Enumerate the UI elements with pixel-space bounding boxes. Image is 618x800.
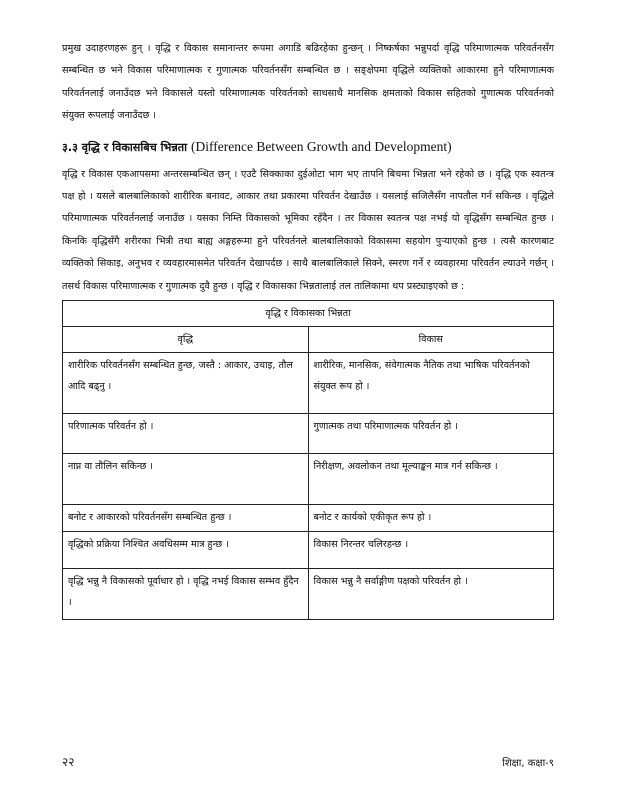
section-heading-english: (Difference Between Growth and Development): [190, 138, 452, 154]
section-heading-nepali: ३.३ वृद्धि र विकासबिच भिन्नता: [62, 140, 188, 154]
table-cell-growth: शारीरिक परिवर्तनसँग सम्बन्धित हुन्छ, जस्तै : आकार, उचाइ, तौल आदि बढ्नु ।: [63, 353, 309, 414]
table-row: [63, 353, 554, 414]
column-header-growth: वृद्धि: [63, 327, 309, 353]
section-paragraph: वृद्धि र विकास एकआपसमा अन्तरसम्बन्धित छन् । एउटै सिक्काका दुईओटा भाग भए तापनि बिचमा भिन्नता भने रहेको छ । वृद्धि एक स्वतन्त्र पक्ष हो । यसले बालबालिकाको शारीरिक बनावट, आकार तथा प्रकारमा परिवर्तन देखाउँछ । यसलाई सजिलैसँग नापतौल गर्न सकिन्छ । वृद्धिले परिमाणात्मक परिवर्तनलाई जनाउँछ । यसका निम्ति विकासको भूमिका रहँदैन । तर विकास स्वतन्त्र पक्ष नभई यो वृद्धिसँग सम्बन्धित हुन्छ । किनकि वृद्धिसँगै शरीरका भित्री तथा बाह्य अङ्गहरूमा हुने परिवर्तनले बालबालिकाको विकासमा सहयोग पुऱ्याएको हुन्छ । त्यसै कारणबाट व्यक्तिको सिकाइ, अनुभव र व्यवहारमासमेत परिवर्तन देखापर्दछ । साथै बालबालिकाले सिक्ने, स्मरण गर्ने र व्यवहारमा परिवर्तन ल्याउने गर्छन् । तसर्थ विकास परिमाणात्मक र गुणात्मक दुवै हुन्छ । वृद्धि र विकासका भिन्नतालाई तल तालिकामा थप प्रस्ट्याइएको छ :: [62, 168, 554, 292]
table-row: [63, 454, 554, 505]
table-cell-growth: नाप्न वा तौलिन सकिन्छ ।: [63, 454, 309, 505]
page-content: [62, 38, 554, 620]
table-cell-development: शारीरिक, मानसिक, संवेगात्मक नैतिक तथा भाषिक परिवर्तनको संयुक्त रूप हो ।: [308, 353, 554, 414]
section-heading: [62, 136, 554, 159]
intro-paragraph: प्रमुख उदाहरणहरू हुन् । वृद्धि र विकास समानान्तर रूपमा अगाडि बढिरहेका हुन्छन् । निष्कर्षका भन्नुपर्दा वृद्धि परिमाणात्मक परिवर्तनसँग सम्बन्धित छ भने विकास परिमाणात्मक र गुणात्मक परिवर्तनसँग सम्बन्धित छ । सङ्क्षेपमा वृद्धिले व्यक्तिको आकारमा हुने परिमाणात्मक परिवर्तनलाई जनाउँदछ भने विकासले यस्तो परिमाणात्मक परिवर्तनको साथसाथै मानसिक क्षमताको विकास सहितको गुणात्मक परिवर्तनको संयुक्त रूपलाई जनाउँदछ ।: [62, 43, 554, 122]
table-row: [63, 569, 554, 620]
table-cell-development: विकास निरन्तर चलिरहन्छ ।: [308, 532, 554, 569]
column-header-development: विकास: [308, 327, 554, 353]
table-cell-development: निरीक्षण, अवलोकन तथा मूल्याङ्कन मात्र गर्न सकिन्छ ।: [308, 454, 554, 505]
comparison-table: [62, 300, 554, 620]
table-cell-growth: परिणात्मक परिवर्तन हो ।: [63, 414, 309, 454]
table-row: [63, 505, 554, 532]
table-cell-growth: वृद्धि भन्नु नै विकासको पूर्वाधार हो । वृद्धि नभई विकास सम्भव हुँदैन ।: [63, 569, 309, 620]
table-cell-growth: बनोट र आकारको परिवर्तनसँग सम्बन्धित हुन्छ ।: [63, 505, 309, 532]
table-row: [63, 414, 554, 454]
table-cell-growth: वृद्धिको प्रक्रिया निश्चित अवधिसम्म मात्र हुन्छ ।: [63, 532, 309, 569]
table-cell-development: बनोट र कार्यको एकीकृत रूप हो ।: [308, 505, 554, 532]
table-row: [63, 532, 554, 569]
table-cell-development: गुणात्मक तथा परिमाणात्मक परिवर्तन हो ।: [308, 414, 554, 454]
page-number: २२: [62, 755, 75, 769]
table-title: वृद्धि र विकासका भिन्नता: [63, 301, 554, 327]
book-title: शिक्षा, कक्षा-९: [502, 758, 554, 769]
table-cell-development: विकास भन्नु नै सर्वाङ्गीण पक्षको परिवर्तन हो ।: [308, 569, 554, 620]
